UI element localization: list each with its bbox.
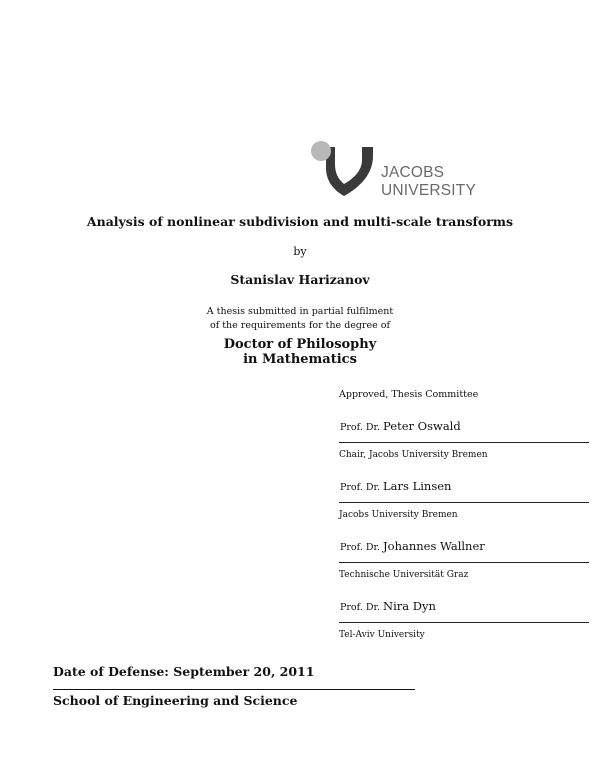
- logo-line-2: UNIVERSITY: [381, 182, 477, 199]
- member-affiliation: Jacobs University Bremen: [339, 510, 458, 520]
- member-name: Johannes Wallner: [383, 539, 485, 553]
- submission-statement: [0, 305, 600, 333]
- committee-member: [339, 470, 589, 530]
- member-name-line: [339, 410, 589, 443]
- university-logo: [305, 138, 495, 202]
- by-label: by: [293, 245, 307, 258]
- member-name: Nira Dyn: [383, 599, 436, 613]
- logo-wordmark: [381, 164, 476, 200]
- member-title: Prof. Dr.: [340, 482, 381, 493]
- jacobs-shield-logo-icon: [305, 138, 377, 202]
- member-name-line: [339, 590, 589, 623]
- degree-line-1: Doctor of Philosophy: [223, 337, 377, 352]
- footer-divider: [53, 689, 415, 690]
- member-name-line: [339, 530, 589, 563]
- submission-line-2: of the requirements for the degree of: [209, 320, 391, 331]
- member-name-line: [339, 470, 589, 503]
- submission-line-1: A thesis submitted in partial fulfilment: [206, 306, 394, 317]
- member-name: Peter Oswald: [383, 419, 461, 433]
- committee-member: [339, 410, 589, 470]
- thesis-committee: [339, 384, 589, 650]
- member-title: Prof. Dr.: [340, 422, 381, 433]
- member-title: Prof. Dr.: [340, 602, 381, 613]
- defense-date: Date of Defense: September 20, 2011: [53, 664, 315, 679]
- school-name: School of Engineering and Science: [53, 693, 298, 708]
- committee-heading: Approved, Thesis Committee: [339, 389, 479, 400]
- member-affiliation: Technische Universität Graz: [339, 570, 469, 580]
- logo-line-1: JACOBS: [381, 164, 445, 181]
- degree: [0, 337, 600, 367]
- author-name: Stanislav Harizanov: [230, 272, 370, 287]
- degree-line-2: in Mathematics: [243, 352, 357, 367]
- member-name: Lars Linsen: [383, 479, 452, 493]
- thesis-title: Analysis of nonlinear subdivision and multi-scale transforms: [86, 214, 514, 229]
- committee-member: [339, 590, 589, 650]
- member-affiliation: Chair, Jacobs University Bremen: [339, 450, 488, 460]
- member-affiliation: Tel-Aviv University: [339, 630, 425, 640]
- member-title: Prof. Dr.: [340, 542, 381, 553]
- committee-member: [339, 530, 589, 590]
